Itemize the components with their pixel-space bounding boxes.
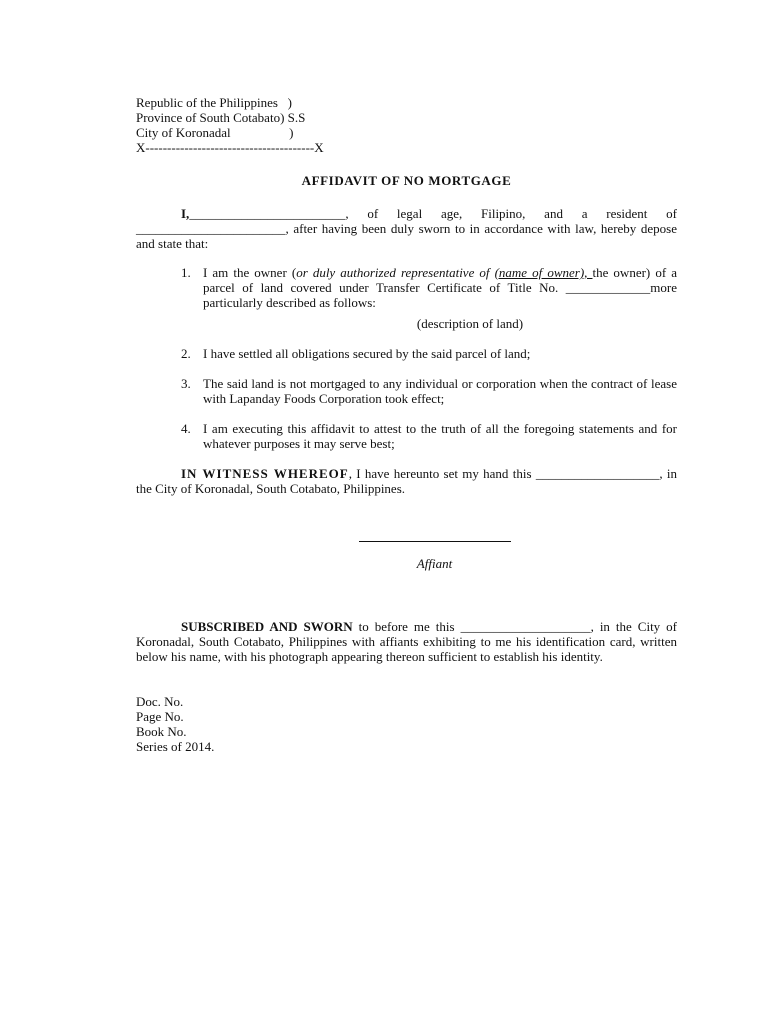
item-text: I am executing this affidavit to attest to the truth of all the foregoing statements and for whatever purposes it may serve best; — [203, 421, 677, 451]
list-item — [136, 265, 677, 331]
series: Series of 2014. — [136, 739, 215, 754]
witness-heading: IN WITNESS WHEREOF — [181, 466, 349, 481]
jurat-paragraph — [136, 619, 677, 664]
item-number: 4. — [181, 421, 191, 436]
notarial-register — [136, 694, 677, 754]
intro-paragraph — [136, 206, 677, 251]
jurat-heading: SUBSCRIBED AND SWORN — [181, 619, 353, 634]
venue-block — [136, 95, 677, 155]
list-item — [136, 346, 677, 361]
intro-text-2: , after having been duly sworn to in accordance with law, hereby depose and state that: — [136, 221, 677, 251]
book-no: Book No. — [136, 724, 187, 739]
affidavit-document — [136, 95, 677, 754]
venue-republic: Republic of the Philippines ) — [136, 95, 292, 110]
jurat-text-2: , in the City of Koronadal, South Cotabato, Philippines with affiants exhibiting to me his identification card, written below his name, with his photograph appearing thereon sufficient to establish his identity. — [136, 619, 678, 664]
item-text — [203, 265, 677, 310]
venue-city: City of Koronadal ) — [136, 125, 294, 140]
page-no: Page No. — [136, 709, 184, 724]
tct-number-blank: _____________ — [565, 280, 651, 295]
venue-divider: X---------------------------------------X — [136, 140, 324, 155]
land-description: (description of land) — [416, 316, 524, 331]
list-item — [136, 376, 677, 406]
affiant-pronoun: I, — [181, 206, 190, 221]
document-title: AFFIDAVIT OF NO MORTGAGE — [301, 173, 512, 188]
statement-list — [136, 265, 677, 451]
witness-date-blank: ___________________ — [535, 466, 660, 481]
item-number: 1. — [181, 265, 191, 280]
item-text: I have settled all obligations secured by the said parcel of land; — [203, 346, 531, 361]
item-1-italic: or duly authorized representative of — [296, 265, 495, 280]
item-1-post2: more particularly described as follows: — [203, 280, 677, 310]
jurat-date-blank: ____________________ — [460, 619, 591, 634]
residence-blank: _______________________ — [136, 221, 286, 236]
item-1-owner-name: (name of owner), — [494, 265, 593, 280]
signature-line — [359, 541, 511, 542]
witness-paragraph — [136, 466, 677, 496]
intro-text-1: , of legal age, Filipino, and a resident of — [345, 206, 677, 221]
venue-province: Province of South Cotabato) S.S — [136, 110, 306, 125]
affiant-label: Affiant — [416, 556, 453, 571]
list-item — [136, 421, 677, 451]
doc-no: Doc. No. — [136, 694, 184, 709]
item-number: 2. — [181, 346, 191, 361]
item-number: 3. — [181, 376, 191, 391]
item-text: The said land is not mortgaged to any individual or corporation when the contract of lease with Lapanday Foods Corporation took effect; — [203, 376, 677, 406]
signature-block — [136, 541, 677, 571]
affiant-name-blank: ________________________ — [189, 206, 346, 221]
jurat-text-1: to before me this — [352, 619, 461, 634]
item-1-post: the owner) of a parcel of land covered under Transfer Certificate of Title No. — [203, 265, 677, 295]
witness-text-2: , in the City of Koronadal, South Cotabato, Philippines. — [136, 466, 677, 496]
witness-text-1: , I have hereunto set my hand this — [348, 466, 536, 481]
item-1-pre: I am the owner ( — [203, 265, 297, 280]
